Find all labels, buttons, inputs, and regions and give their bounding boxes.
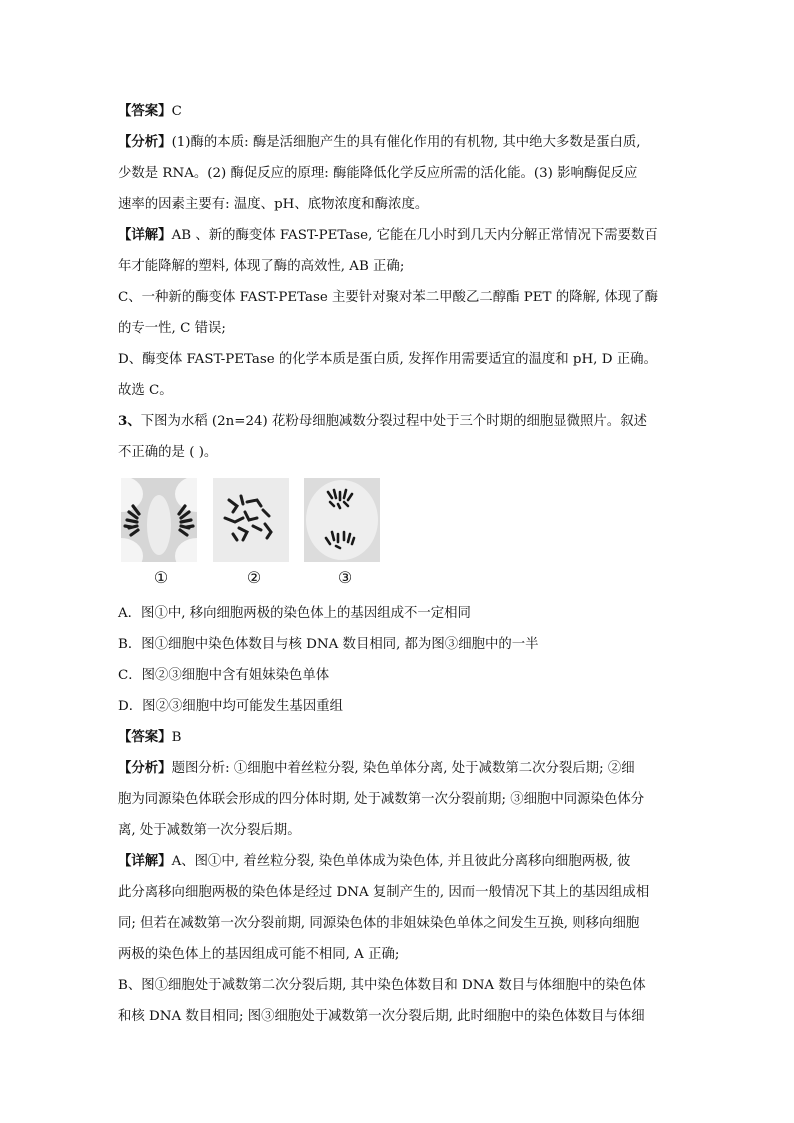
analysis-label: 【分析】 — [118, 760, 172, 776]
micrograph-1 — [121, 478, 197, 562]
analysis-label: 【分析】 — [118, 134, 172, 150]
question-number: 3、 — [118, 413, 141, 429]
text-line: C、一种新的酶变体 FAST-PETase 主要针对聚对苯二甲酸乙二醇酯 PET 的降解, 体现了酶 — [118, 290, 658, 305]
analysis-line — [118, 753, 678, 784]
text-line: 下图为水稻 (2n=24) 花粉母细胞减数分裂过程中处于三个时期的细胞显微照片。叙述 — [140, 414, 647, 429]
analysis-line — [118, 127, 678, 158]
text-line: 速率的因素主要有: 温度、pH、底物浓度和酶浓度。 — [118, 197, 429, 212]
text-line: 离, 处于减数第一次分裂后期。 — [118, 823, 301, 838]
text-line: 故选 C。 — [118, 383, 173, 398]
text-line: AB 、新的酶变体 FAST-PETase, 它能在几小时到几天内分解正常情况下需要数百 — [171, 228, 658, 243]
document-content — [118, 96, 678, 1032]
text-line: 题图分析: ①细胞中着丝粒分裂, 染色单体分离, 处于减数第二次分裂后期; ②细 — [171, 761, 635, 776]
text-line: D、酶变体 FAST-PETase 的化学本质是蛋白质, 发挥作用需要适宜的温度和 pH, D 正确。 — [118, 352, 657, 367]
text-line: 同; 但若在减数第一次分裂前期, 同源染色体的非姐妹染色单体之间发生互换, 则移向细胞 — [118, 916, 640, 931]
detail-line — [118, 220, 678, 251]
answer-line-3 — [118, 722, 678, 753]
micrograph-1-graphic — [121, 478, 197, 562]
text-line: 和核 DNA 数目相同; 图③细胞处于减数第一次分裂后期, 此时细胞中的染色体数目与体细 — [118, 1009, 645, 1024]
answer-value: B — [171, 730, 182, 745]
text-line: 年才能降解的塑料, 体现了酶的高效性, AB 正确; — [118, 259, 405, 274]
option-b: B．图①细胞中染色体数目与核 DNA 数目相同, 都为图③细胞中的一半 — [118, 637, 539, 652]
option-a: A．图①中, 移向细胞两极的染色体上的基因组成不一定相同 — [118, 606, 471, 621]
micrograph-figures — [118, 472, 678, 598]
figure-caption-3: ③ — [337, 568, 353, 587]
text-line: 两极的染色体上的基因组成可能不相同, A 正确; — [118, 947, 400, 962]
option-c: C．图②③细胞中含有姐妹染色单体 — [118, 668, 330, 683]
question-line — [118, 406, 678, 437]
answer-label: 【答案】 — [118, 103, 172, 119]
micrograph-3 — [304, 478, 380, 562]
figure-caption-2: ② — [246, 568, 262, 587]
answer-value: C — [171, 104, 182, 119]
text-line: A、图①中, 着丝粒分裂, 染色单体成为染色体, 并且彼此分离移向细胞两极, 彼 — [171, 854, 631, 869]
text-line: 此分离移向细胞两极的染色体是经过 DNA 复制产生的, 因而一般情况下其上的基因组成相 — [118, 885, 650, 900]
figure-caption-1: ① — [153, 568, 169, 587]
text-line: 胞为同源染色体联会形成的四分体时期, 处于减数第一次分裂前期; ③细胞中同源染色体分 — [118, 792, 645, 807]
text-line: 少数是 RNA。(2) 酶促反应的原理: 酶能降低化学反应所需的活化能。(3) 影响酶促反应 — [118, 166, 638, 181]
micrograph-2 — [213, 478, 289, 562]
text-line: B、图①细胞处于减数第二次分裂后期, 其中染色体数目和 DNA 数目与体细胞中的染色体 — [118, 978, 646, 993]
detail-line — [118, 846, 678, 877]
detail-label: 【详解】 — [118, 227, 172, 243]
answer-label: 【答案】 — [118, 729, 172, 745]
detail-label: 【详解】 — [118, 853, 172, 869]
micrograph-3-graphic — [304, 478, 380, 562]
micrograph-2-graphic — [213, 478, 289, 562]
text-line: 不正确的是 ( )。 — [118, 445, 218, 460]
text-line: 的专一性, C 错误; — [118, 321, 226, 336]
option-d: D．图②③细胞中均可能发生基因重组 — [118, 699, 343, 714]
answer-line-1 — [118, 96, 678, 127]
text-line: (1)酶的本质: 酶是活细胞产生的具有催化作用的有机物, 其中绝大多数是蛋白质, — [171, 135, 641, 150]
